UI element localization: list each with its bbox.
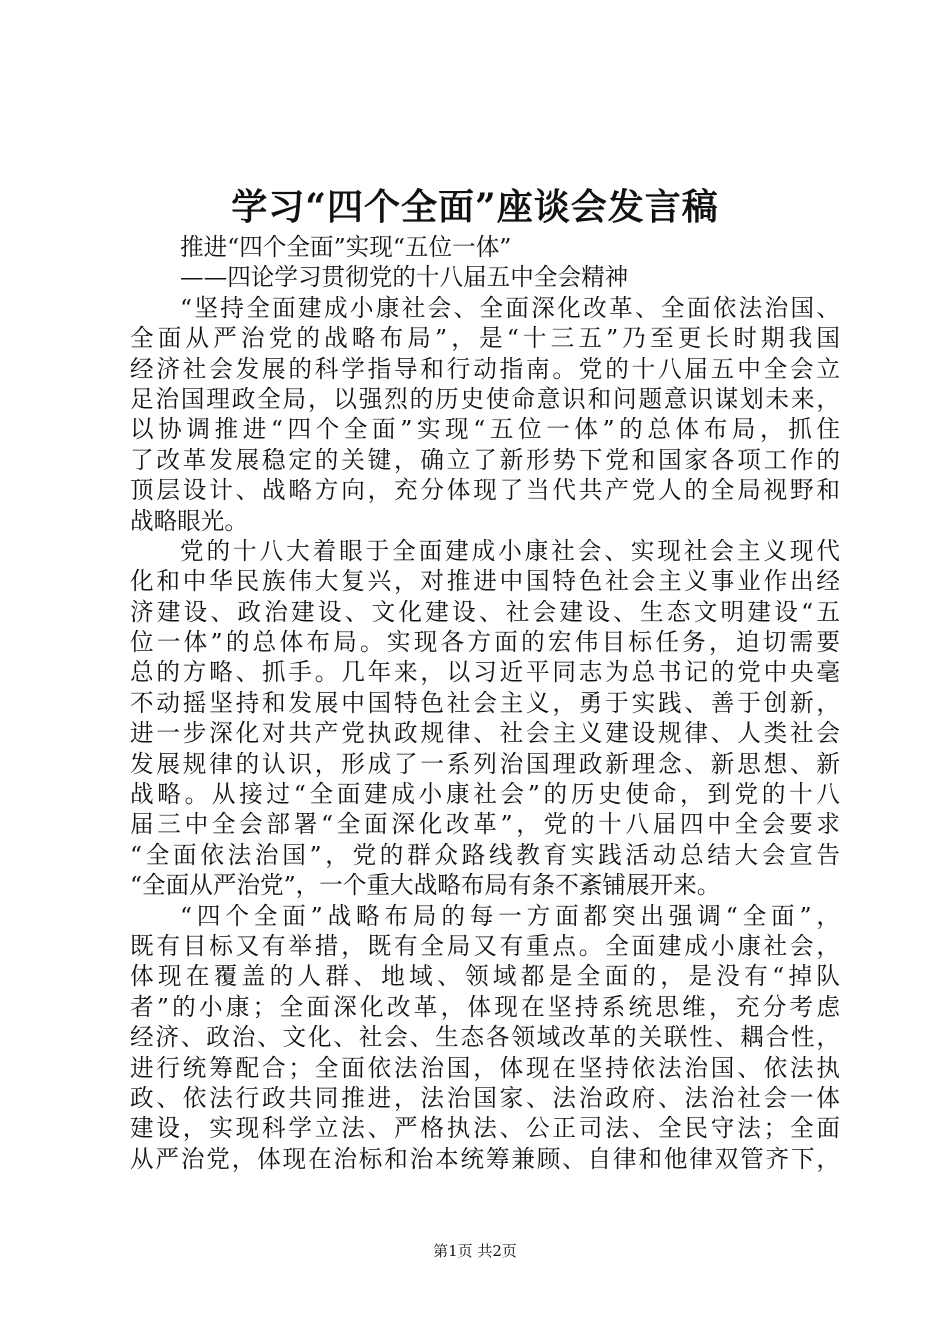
paragraph-line: 经济社会发展的科学指导和行动指南。党的十八届五中全会立 xyxy=(130,354,840,383)
subtitle-line-1: 推进“四个全面”实现“五位一体” xyxy=(180,233,512,261)
paragraph-line: 全面从严治党的战略布局”，是“十三五”乃至更长时期我国 xyxy=(130,324,840,353)
paragraph xyxy=(130,536,840,901)
subtitle-line-2: ——四论学习贯彻党的十八届五中全会精神 xyxy=(180,263,629,292)
document-title: 学习“四个全面”座谈会发言稿 xyxy=(231,186,719,228)
paragraph-line: “四个全面”战略布局的每一方面都突出强调“全面”， xyxy=(180,901,840,930)
paragraph-line: 经济、政治、文化、社会、生态各领域改革的关联性、耦合性， xyxy=(130,1023,840,1052)
paragraph-line: 顶层设计、战略方向，充分体现了当代共产党人的全局视野和 xyxy=(130,476,840,505)
paragraph-line: 建设，实现科学立法、严格执法、公正司法、全民守法；全面 xyxy=(130,1114,840,1143)
paragraph-line: 化和中华民族伟大复兴，对推进中国特色社会主义事业作出经 xyxy=(130,567,840,596)
paragraph-line: 了改革发展稳定的关键，确立了新形势下党和国家各项工作的 xyxy=(130,445,840,474)
paragraph-line: 政、依法行政共同推进，法治国家、法治政府、法治社会一体 xyxy=(130,1083,840,1112)
paragraph xyxy=(130,901,840,1175)
paragraph-line: 战略眼光。 xyxy=(130,506,248,535)
paragraph-line: 战略。从接过“全面建成小康社会”的历史使命，到党的十八 xyxy=(130,780,840,809)
paragraph-line: 届三中全会部署“全面深化改革”，党的十八届四中全会要求 xyxy=(130,810,840,839)
paragraph-line: 进行统筹配合；全面依法治国，体现在坚持依法治国、依法执 xyxy=(130,1053,840,1082)
paragraph-line: “全面依法治国”，党的群众路线教育实践活动总结大会宣告 xyxy=(130,840,840,869)
document-body xyxy=(130,232,840,1174)
paragraphs-container xyxy=(130,293,840,1174)
paragraph-line: 总的方略、抓手。几年来，以习近平同志为总书记的党中央毫 xyxy=(130,658,840,687)
paragraph-line: 从严治党，体现在治标和治本统筹兼顾、自律和他律双管齐下， xyxy=(130,1144,840,1173)
paragraph-line: “全面从严治党”，一个重大战略布局有条不紊铺展开来。 xyxy=(130,871,721,900)
paragraph-line: 足治国理政全局，以强烈的历史使命意识和问题意识谋划未来， xyxy=(130,384,840,413)
paragraph-line: 进一步深化对共产党执政规律、社会主义建设规律、人类社会 xyxy=(130,719,840,748)
paragraph-line: 党的十八大着眼于全面建成小康社会、实现社会主义现代 xyxy=(180,536,840,565)
paragraph-line: 发展规律的认识，形成了一系列治国理政新理念、新思想、新 xyxy=(130,749,840,778)
paragraph-line: 体现在覆盖的人群、地域、领域都是全面的，是没有“掉队 xyxy=(130,962,840,991)
paragraph-line: “坚持全面建成小康社会、全面深化改革、全面依法治国、 xyxy=(180,293,840,322)
paragraph-line: 者”的小康；全面深化改革，体现在坚持系统思维，充分考虑 xyxy=(130,992,840,1021)
paragraph-line: 以协调推进“四个全面”实现“五位一体”的总体布局，抓住 xyxy=(130,415,840,444)
paragraph-line: 济建设、政治建设、文化建设、社会建设、生态文明建设“五 xyxy=(130,597,840,626)
paragraph-line: 不动摇坚持和发展中国特色社会主义，勇于实践、善于创新， xyxy=(130,688,840,717)
page-footer: 第1页 共2页 xyxy=(433,1242,517,1260)
paragraph-line: 既有目标又有举措，既有全局又有重点。全面建成小康社会， xyxy=(130,931,840,960)
paragraph-line: 位一体”的总体布局。实现各方面的宏伟目标任务，迫切需要 xyxy=(130,628,840,657)
paragraph xyxy=(130,293,840,536)
